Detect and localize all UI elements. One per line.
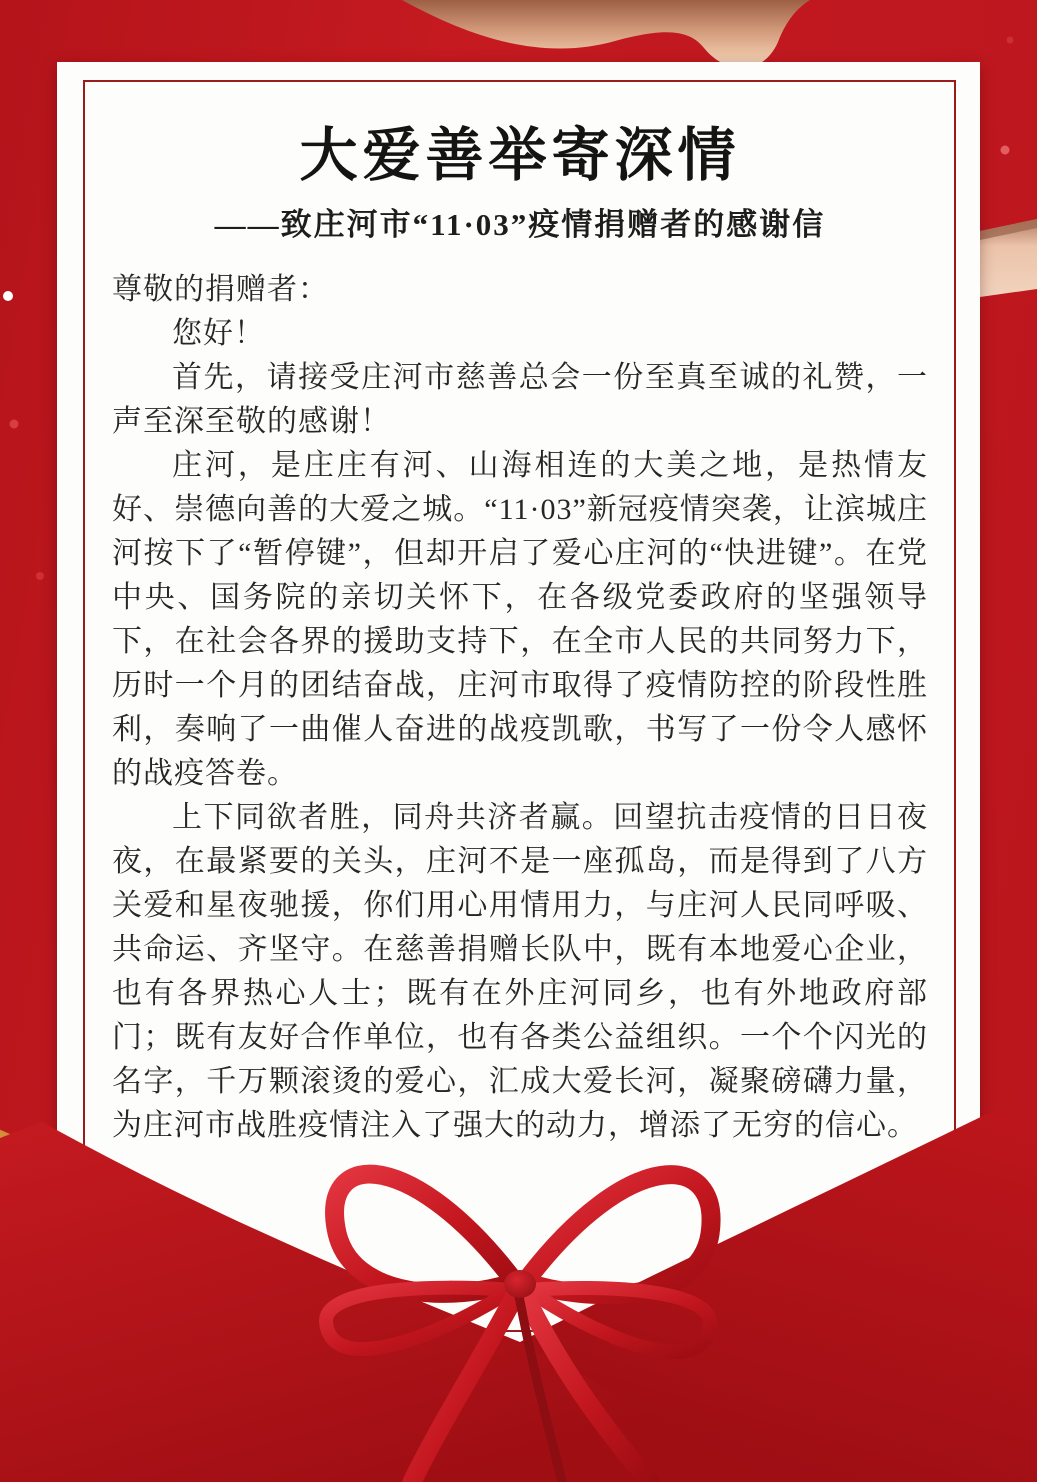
bow-knot	[504, 1270, 536, 1298]
paragraph-unity-donors: 上下同欲者胜，同舟共济者赢。回望抗击疫情的日日夜夜，在最紧要的关头，庄河不是一座孤岛，而是得到了八方关爱和星夜驰援，你们用心用情用力，与庄河人民同呼吸、共命运、齐坚守。在慈善捐赠长队中，既有本地爱心企业，也有各界热心人士；既有在外庄河同乡，也有外地政府部门；既有友好合作单位，也有各类公益组织。一个个闪光的名字，千万颗滚烫的爱心，汇成大爱长河，凝聚磅礴力量，为庄河市战胜疫情注入了强大的动力，增添了无穷的信心。	[112, 801, 928, 1142]
sparkle-dot	[36, 572, 44, 580]
paragraph-thanks: 首先，请接受庄河市慈善总会一份至真至诚的礼赞，一声至深至敬的感谢！	[112, 361, 928, 438]
paragraph-zhuanghe-fight: 庄河，是庄庄有河、山海相连的大美之地，是热情友好、崇德向善的大爱之城。“11·03”新冠疫情突袭，让滨城庄河按下了“暂停键”，但却开启了爱心庄河的“快进键”。在党中央、国务院的亲切关怀下，在各级党委政府的坚强领导下，在社会各界的援助支持下，在全市人民的共同努力下，历时一个月的团结奋战，庄河市取得了疫情防控的阶段性胜利，奏响了一曲催人奋进的战疫凯歌，书写了一份令人感怀的战疫答卷。	[112, 449, 928, 790]
sparkle-dot	[3, 291, 13, 301]
letter-title: 大爱善举寄深情	[299, 123, 741, 188]
bow-left-loop	[335, 1174, 515, 1293]
sparkle-dot	[10, 420, 19, 429]
gold-ribbon-icon	[402, 0, 810, 68]
salutation-line: 尊敬的捐赠者：	[112, 273, 329, 306]
bow-right-loop	[525, 1175, 711, 1295]
paragraph-greeting: 您好！	[172, 317, 265, 350]
letter-body	[112, 268, 928, 1148]
sparkle-dot	[1007, 37, 1014, 44]
envelope-decor	[0, 1050, 1037, 1482]
sparkle-dot	[1001, 146, 1010, 155]
letter-subtitle: ——致庄河市“11·03”疫情捐赠者的感谢信	[214, 207, 826, 242]
